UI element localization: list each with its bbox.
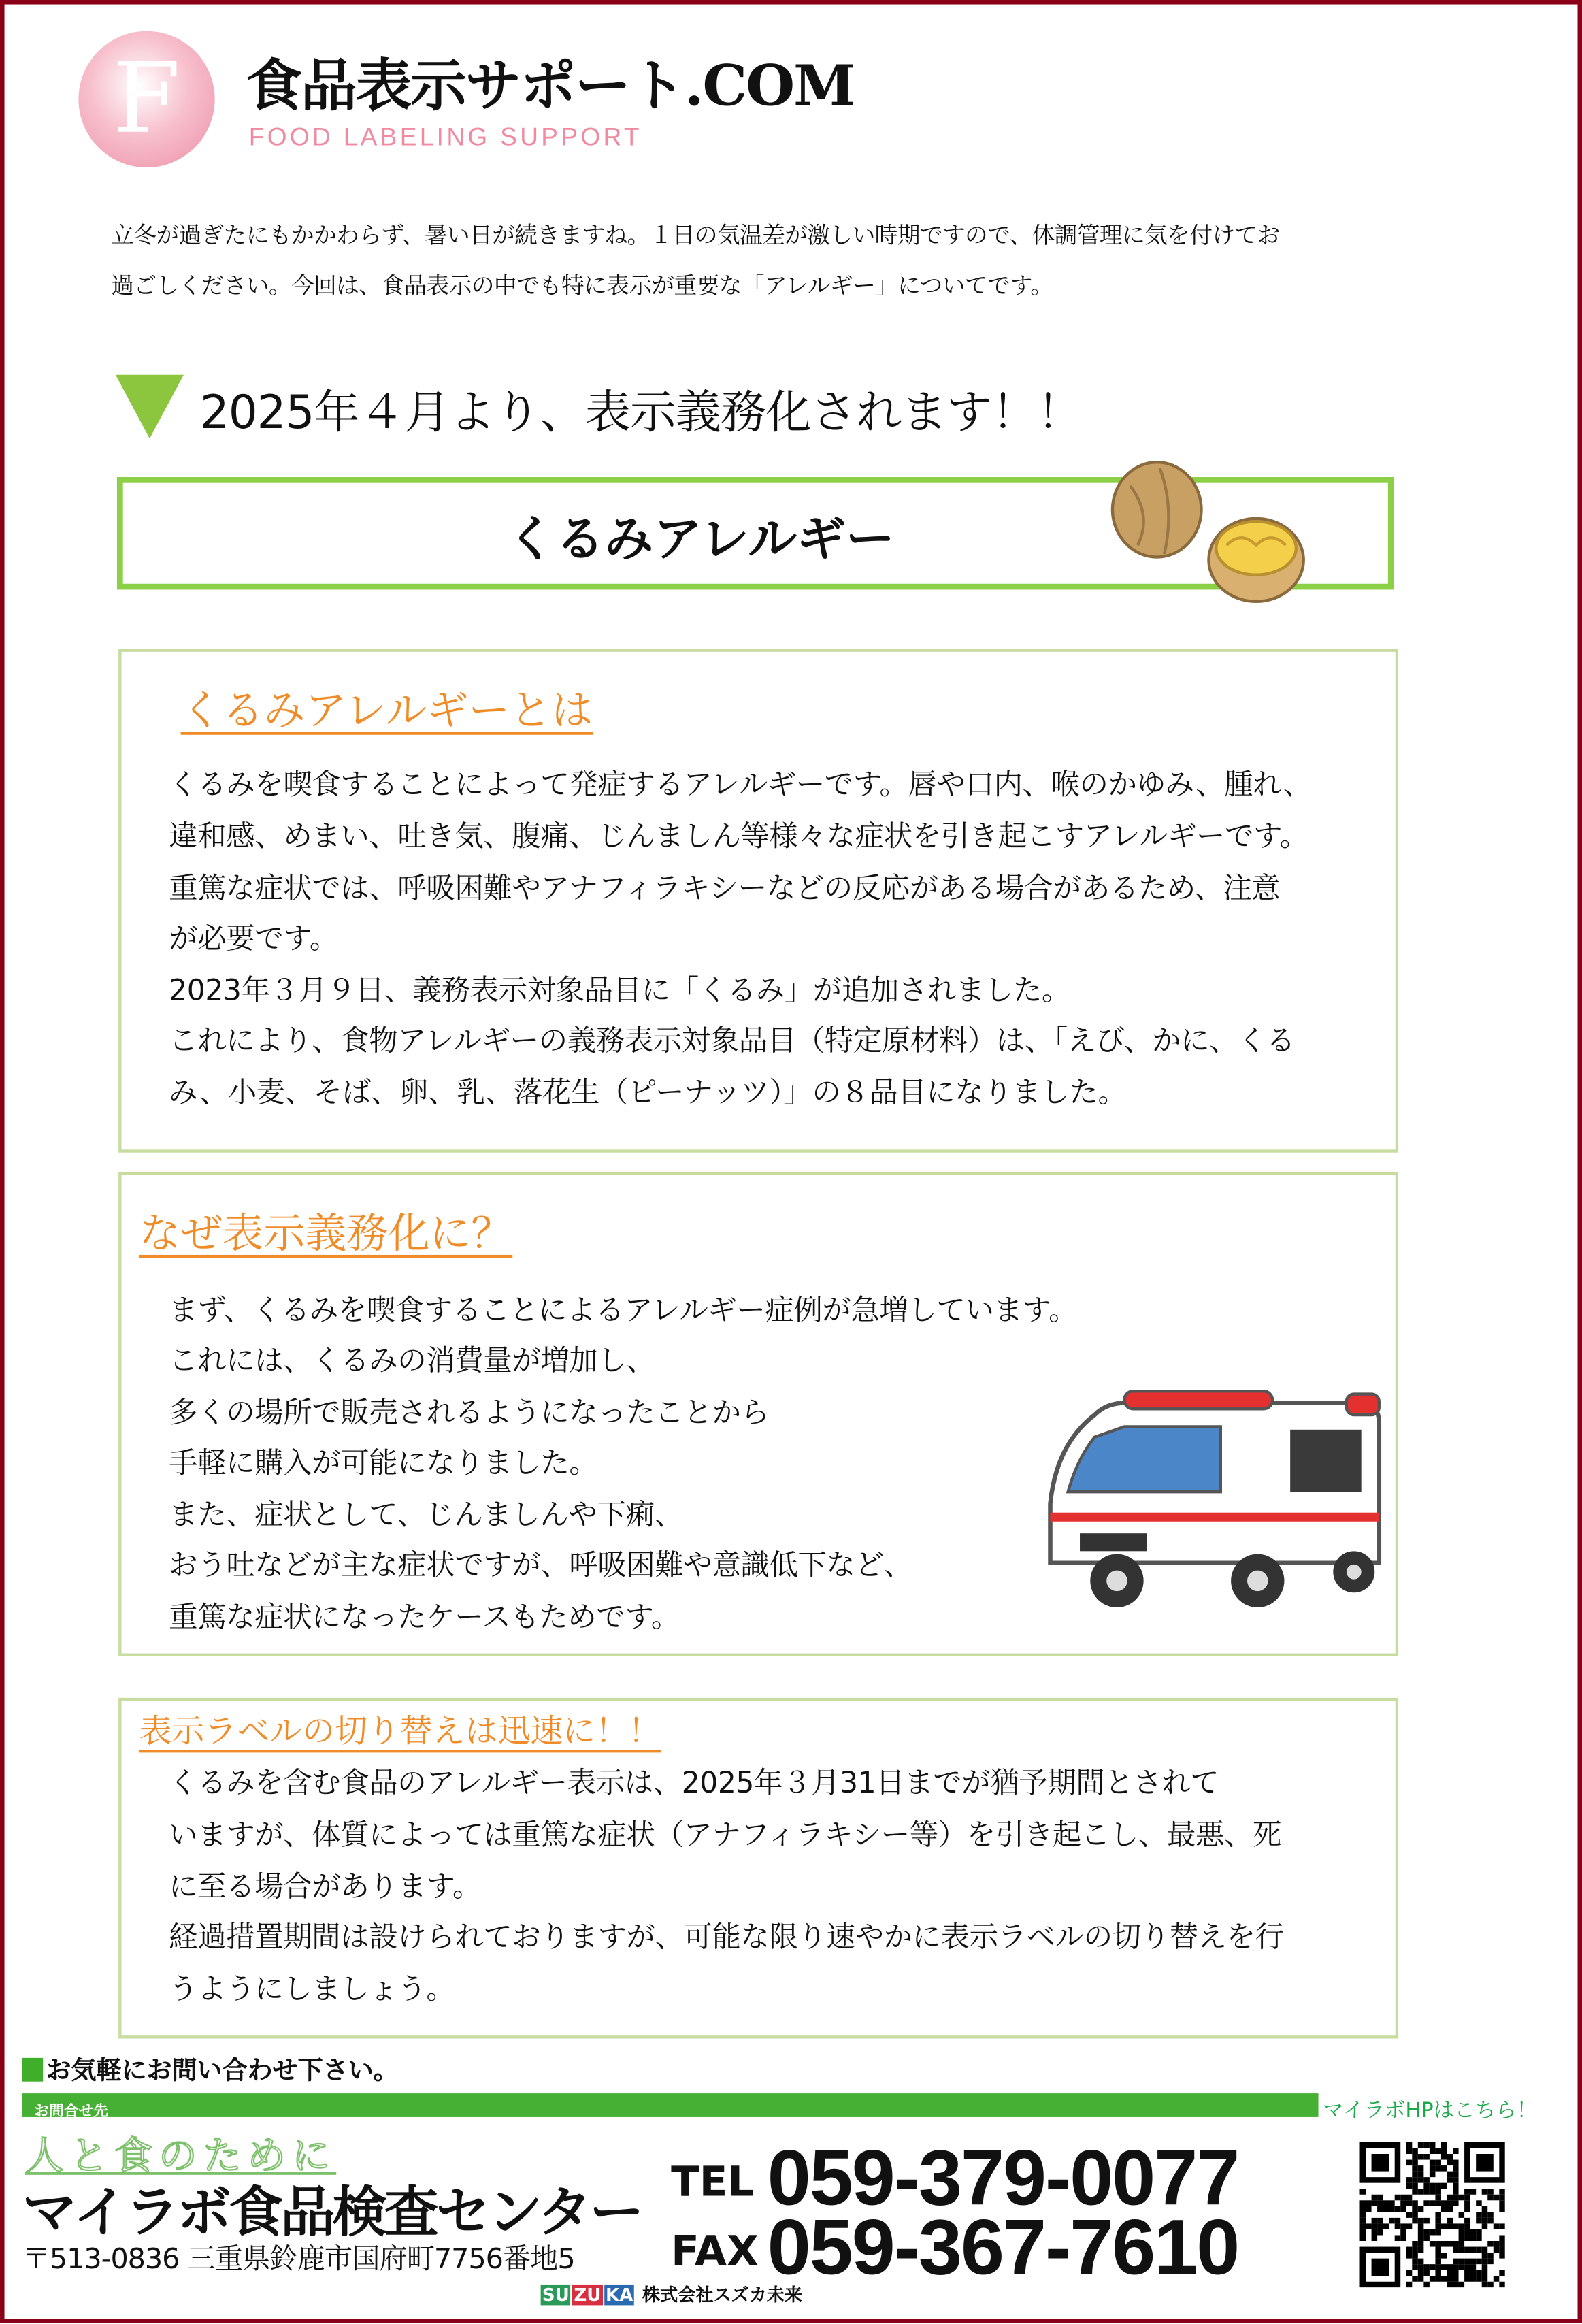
intro-line: 過ごしください。今回は、食品表示の中でも特に表示が重要な「アレルギー」についてです。: [111, 272, 1053, 299]
slogan: 人と食のために: [25, 2135, 337, 2180]
contact-bar-label: お問合せ先: [34, 2104, 108, 2121]
fax-number: 059-367-7610: [767, 2204, 1239, 2292]
logo-icon: [78, 31, 214, 167]
site-subtitle: FOOD LABELING SUPPORT: [248, 122, 642, 152]
body-line: これにより、食物アレルギーの義務表示対象品目（特定原材料）は、「えび、かに、くる: [169, 1024, 1296, 1058]
body-line: いますが、体質によっては重篤な症状（アナフィラキシー等）を引き起こし、最悪、死: [169, 1818, 1282, 1852]
company-name: マイラボ食品検査センター: [22, 2180, 642, 2245]
main-heading: 2025年４月より、表示義務化されます！！: [199, 387, 1083, 440]
body-line: が必要です。: [169, 921, 338, 956]
site-title: 食品表示サポート.COM: [246, 52, 855, 119]
body-line: 重篤な症状になったケースもためです。: [169, 1600, 680, 1635]
section-what-is: [118, 649, 1398, 1153]
sponsor-logo-icon: SU ZU KA: [541, 2285, 636, 2305]
intro-line: 立冬が過ぎたにもかかわらず、暑い日が続きますね。１日の気温差が激しい時期ですので、体調管理に気を付けてお: [111, 222, 1280, 249]
body-line: に至る場合があります。: [169, 1869, 481, 1904]
body-line: 手軽に購入が可能になりました。: [169, 1445, 598, 1480]
body-line: 重篤な症状では、呼吸困難やアナフィラキシーなどの反応がある場合があるため、注意: [169, 871, 1281, 906]
contact-prompt: お気軽にお問い合わせ下さい。: [22, 2049, 399, 2086]
body-line: まず、くるみを喫食することによるアレルギー症例が急増しています。: [169, 1293, 1078, 1328]
topic-title: くるみアレルギー: [506, 509, 895, 568]
section-label-switch: [118, 1698, 1398, 2039]
sponsor: [541, 2282, 803, 2307]
qr-code-icon[interactable]: [1359, 2142, 1504, 2287]
section-heading: なぜ表示義務化に？: [139, 1209, 513, 1258]
body-line: み、小麦、そば、卵、乳、落花生（ピーナッツ）」の８品目になりました。: [169, 1075, 1127, 1110]
contact-bar: [22, 2093, 1319, 2121]
body-line: くるみを含む食品のアレルギー表示は、2025年３月31日までが猶予期間とされて: [169, 1765, 1219, 1801]
tel-number[interactable]: 059-379-0077: [767, 2135, 1239, 2223]
body-line: 多くの場所で販売されるようになったことから: [169, 1395, 770, 1430]
section-heading: くるみアレルギーとは: [180, 685, 593, 735]
homepage-link[interactable]: マイラボHPはこちら！: [1323, 2099, 1538, 2123]
body-line: おう吐などが主な症状ですが、呼吸困難や意識低下など、: [169, 1548, 912, 1583]
sponsor-name: 株式会社スズカ未来: [642, 2284, 803, 2306]
body-line: 違和感、めまい、吐き気、腹痛、じんましん等様々な症状を引き起こすアレルギーです。: [169, 819, 1308, 853]
body-line: 2023年３月９日、義務表示対象品目に「くるみ」が追加されました。: [169, 973, 1070, 1008]
address: 〒513-0836 三重県鈴鹿市国府町7756番地5: [22, 2242, 575, 2276]
ambulance-icon: [1036, 1385, 1391, 1622]
triangle-bullet-icon: [116, 375, 184, 439]
logo-letter: F: [112, 41, 181, 156]
fax-label: FAX: [671, 2227, 759, 2276]
tel-label: TEL: [671, 2157, 755, 2206]
body-line: くるみを喫食することによって発症するアレルギーです。唇や口内、喉のかゆみ、腫れ、: [169, 767, 1312, 802]
body-line: また、症状として、じんましんや下痢、: [169, 1497, 683, 1533]
walnut-icon: [1108, 457, 1315, 612]
body-line: 経過措置期間は設けられておりますが、可能な限り速やかに表示ラベルの切り替えを行: [169, 1920, 1284, 1954]
section-heading: 表示ラベルの切り替えは迅速に！！: [139, 1714, 661, 1752]
body-line: これには、くるみの消費量が増加し、: [169, 1343, 655, 1378]
body-line: うようにしましょう。: [169, 1971, 455, 2006]
section-why: [118, 1172, 1398, 1656]
